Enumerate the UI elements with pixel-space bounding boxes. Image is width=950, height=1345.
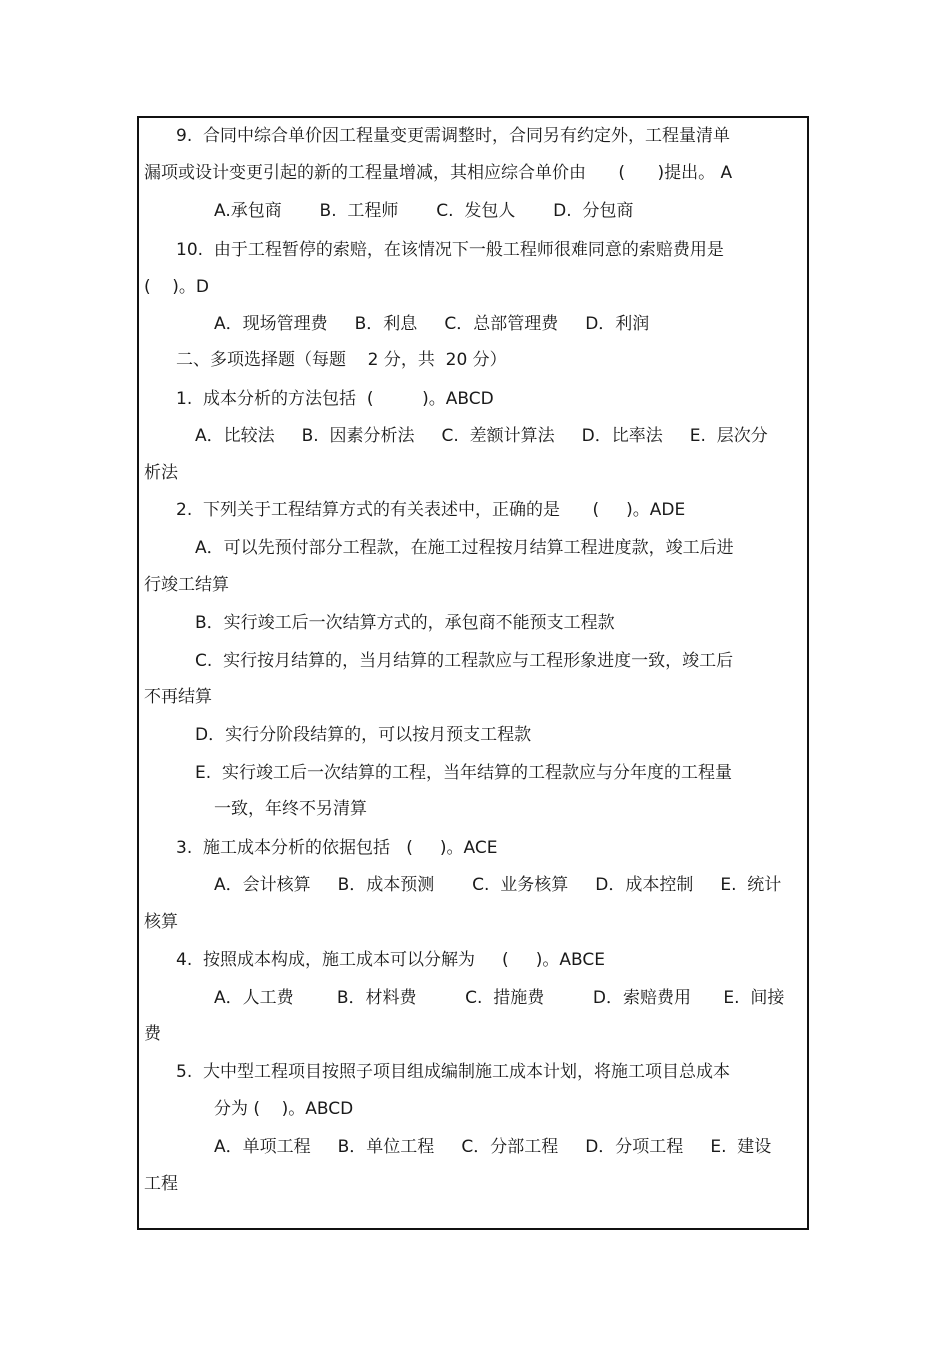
q9-line2: 漏项或设计变更引起的新的工程量增减，其相应综合单价由 ( )提出。 A: [144, 163, 733, 183]
m5-stem-line1: 5. 大中型工程项目按照子项目组成编制施工成本计划，将施工项目总成本: [176, 1062, 731, 1082]
q9-line1: 9. 合同中综合单价因工程量变更需调整时，合同另有约定外，工程量清单: [176, 126, 731, 146]
m4-options-line2: 费: [144, 1024, 161, 1044]
m3-options-line2: 核算: [144, 912, 178, 932]
q9-options: A.承包商 B. 工程师 C. 发包人 D. 分包商: [214, 201, 634, 221]
m2-option-a-line2: 行竣工结算: [144, 575, 229, 595]
m2-stem: 2. 下列关于工程结算方式的有关表述中，正确的是 ( )。ADE: [176, 500, 686, 520]
q10-options: A．现场管理费 B．利息 C．总部管理费 D．利润: [214, 314, 650, 334]
m1-options-line2: 析法: [144, 463, 178, 483]
m4-options-line1: A．人工费 B．材料费 C. 措施费 D．索赔费用 E. 间接: [214, 988, 785, 1008]
m2-option-d: D．实行分阶段结算的，可以按月预支工程款: [195, 725, 532, 745]
m2-option-c-line1: C. 实行按月结算的，当月结算的工程款应与工程形象进度一致，竣工后: [195, 651, 734, 671]
m1-options-line1: A．比较法 B. 因素分析法 C. 差额计算法 D．比率法 E. 层次分: [195, 426, 768, 446]
m3-options-line1: A．会计核算 B．成本预测 C. 业务核算 D．成本控制 E. 统计: [214, 875, 782, 895]
m5-options-line1: A．单项工程 B．单位工程 C．分部工程 D．分项工程 E. 建设: [214, 1137, 772, 1157]
m2-option-c-line2: 不再结算: [144, 687, 212, 707]
section2-heading: 二、多项选择题（每题 2 分，共 20 分）: [176, 350, 507, 370]
m5-stem-line2: 分为 ( )。ABCD: [214, 1099, 354, 1119]
m5-options-line2: 工程: [144, 1174, 178, 1194]
m2-option-b: B．实行竣工后一次结算方式的，承包商不能预支工程款: [195, 613, 615, 633]
q10-line1: 10. 由于工程暂停的索赔，在该情况下一般工程师很难同意的索赔费用是: [176, 240, 724, 260]
m4-stem: 4. 按照成本构成，施工成本可以分解为 ( )。ABCE: [176, 950, 605, 970]
q10-line2: ( )。D: [144, 277, 209, 297]
m2-option-e-line1: E. 实行竣工后一次结算的工程，当年结算的工程款应与分年度的工程量: [195, 763, 732, 783]
m3-stem: 3. 施工成本分析的依据包括 ( )。ACE: [176, 838, 498, 858]
m2-option-a-line1: A．可以先预付部分工程款，在施工过程按月结算工程进度款，竣工后进: [195, 538, 734, 558]
m2-option-e-line2: 一致，年终不另清算: [214, 799, 367, 819]
m1-stem: 1. 成本分析的方法包括 ( )。ABCD: [176, 389, 494, 409]
